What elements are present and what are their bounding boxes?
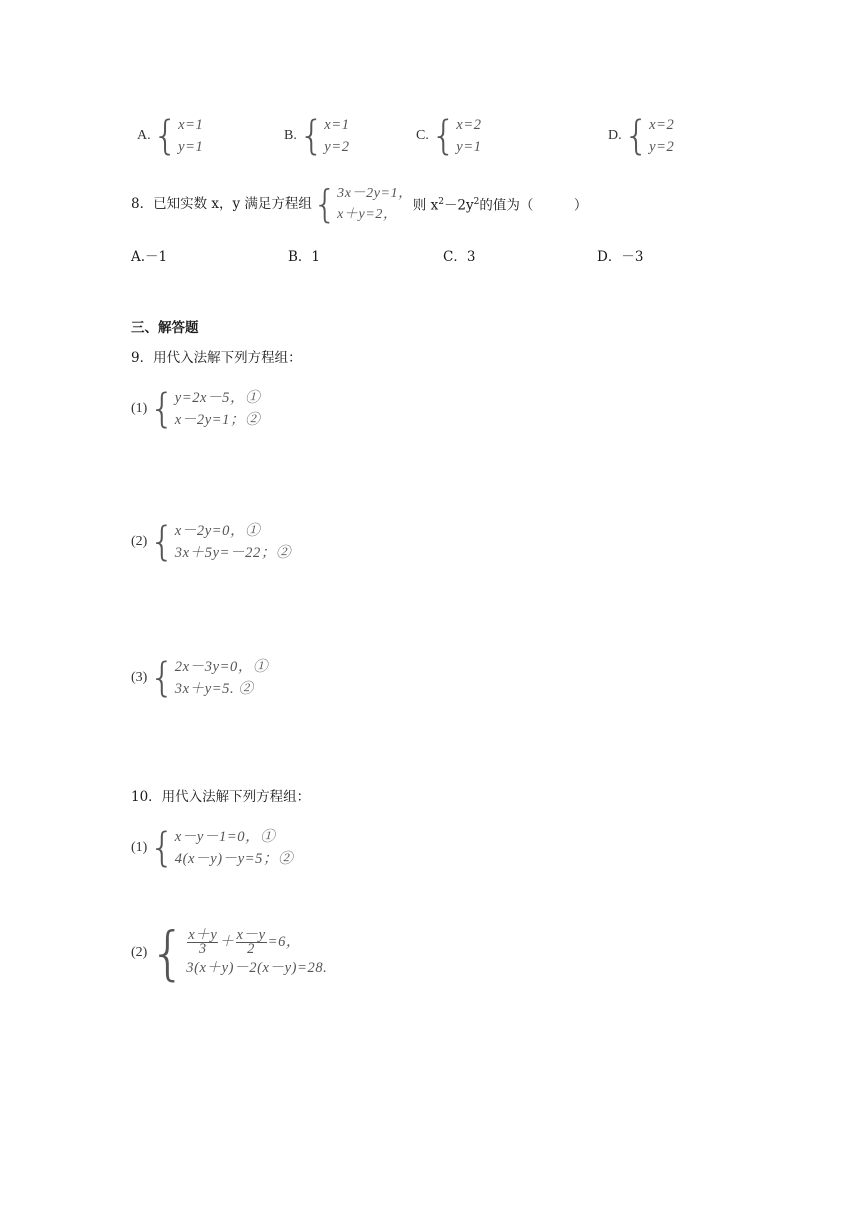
equation-line: x=1 bbox=[324, 117, 350, 133]
q10-stem: 10．用代入法解下列方程组： bbox=[131, 789, 311, 805]
brace: { bbox=[152, 113, 179, 159]
part-label: (1) bbox=[131, 401, 148, 416]
q10-part-1 bbox=[131, 826, 293, 870]
equation-line: x－2y=1；② bbox=[174, 412, 261, 428]
q7-option-b bbox=[284, 114, 350, 158]
q8-option-c: C．3 bbox=[443, 249, 476, 265]
q9-part-1 bbox=[131, 387, 260, 431]
equation-line: 3(x＋y)－2(x－y)=28. bbox=[186, 960, 328, 976]
equation-line-fractions: $\frac{x+y}{3}$ ＋ $\frac{x-y}{2}$ =6， bbox=[188, 926, 302, 957]
q9-part-2 bbox=[131, 520, 291, 564]
q8-prefix: 8．已知实数 x，y 满足方程组 bbox=[131, 196, 312, 212]
q8-stem bbox=[131, 183, 587, 225]
q8-option-a: A.－1 bbox=[131, 249, 168, 265]
q7-option-d bbox=[608, 114, 674, 158]
q9-stem: 9．用代入法解下列方程组： bbox=[131, 350, 302, 366]
q10-part-2 bbox=[131, 919, 328, 987]
brace: { bbox=[623, 113, 650, 159]
equation-line: x=1 bbox=[178, 117, 204, 133]
equation-line: y=2 bbox=[324, 139, 350, 155]
equation-line: x=2 bbox=[649, 117, 675, 133]
q8-option-b: B．1 bbox=[288, 249, 321, 265]
equation-line: y=2x－5，① bbox=[174, 390, 261, 406]
part-label: (3) bbox=[131, 670, 148, 685]
equation-line: x－2y=0，① bbox=[174, 523, 261, 539]
fraction: $\frac{x+y}{3}$ bbox=[188, 926, 218, 957]
fraction: $\frac{x-y}{2}$ bbox=[236, 926, 266, 957]
equation-line: x＋y=2， bbox=[337, 207, 398, 222]
q7-option-c bbox=[416, 114, 482, 158]
brace: { bbox=[298, 113, 325, 159]
brace: { bbox=[149, 519, 175, 565]
equation-line: 3x－2y=1， bbox=[337, 186, 413, 201]
section-heading: 三、解答题 bbox=[131, 320, 199, 336]
equation-line: y=2 bbox=[649, 139, 675, 155]
q8-suffix: 则 $x^2-2y^2$的值为（ ） bbox=[412, 197, 588, 214]
q8-option-d: D．－3 bbox=[597, 249, 644, 265]
equation-line: y=1 bbox=[178, 139, 204, 155]
part-label: (1) bbox=[131, 840, 148, 855]
equation-line: 2x－3y=0，① bbox=[174, 659, 269, 675]
equation-line: 4(x－y)－y=5；② bbox=[174, 851, 294, 867]
equation-line: 3x＋y=5. ② bbox=[174, 681, 254, 697]
equation-line: x－y－1=0，① bbox=[174, 829, 276, 845]
brace: { bbox=[312, 182, 338, 226]
equation-line: 3x＋5y=－22；② bbox=[174, 545, 292, 561]
brace: { bbox=[430, 113, 457, 159]
brace: { bbox=[149, 386, 175, 432]
brace: { bbox=[149, 655, 175, 701]
q7-option-a bbox=[137, 114, 203, 158]
equation-line: x=2 bbox=[456, 117, 482, 133]
option-label: B. bbox=[284, 128, 297, 143]
option-label: C. bbox=[416, 128, 429, 143]
part-label: (2) bbox=[131, 945, 148, 960]
q9-part-3 bbox=[131, 656, 268, 700]
part-label: (2) bbox=[131, 534, 148, 549]
equation-line: y=1 bbox=[456, 139, 482, 155]
option-label: A. bbox=[137, 128, 151, 143]
option-label: D. bbox=[608, 128, 622, 143]
brace: { bbox=[149, 825, 175, 871]
brace: { bbox=[149, 919, 187, 987]
